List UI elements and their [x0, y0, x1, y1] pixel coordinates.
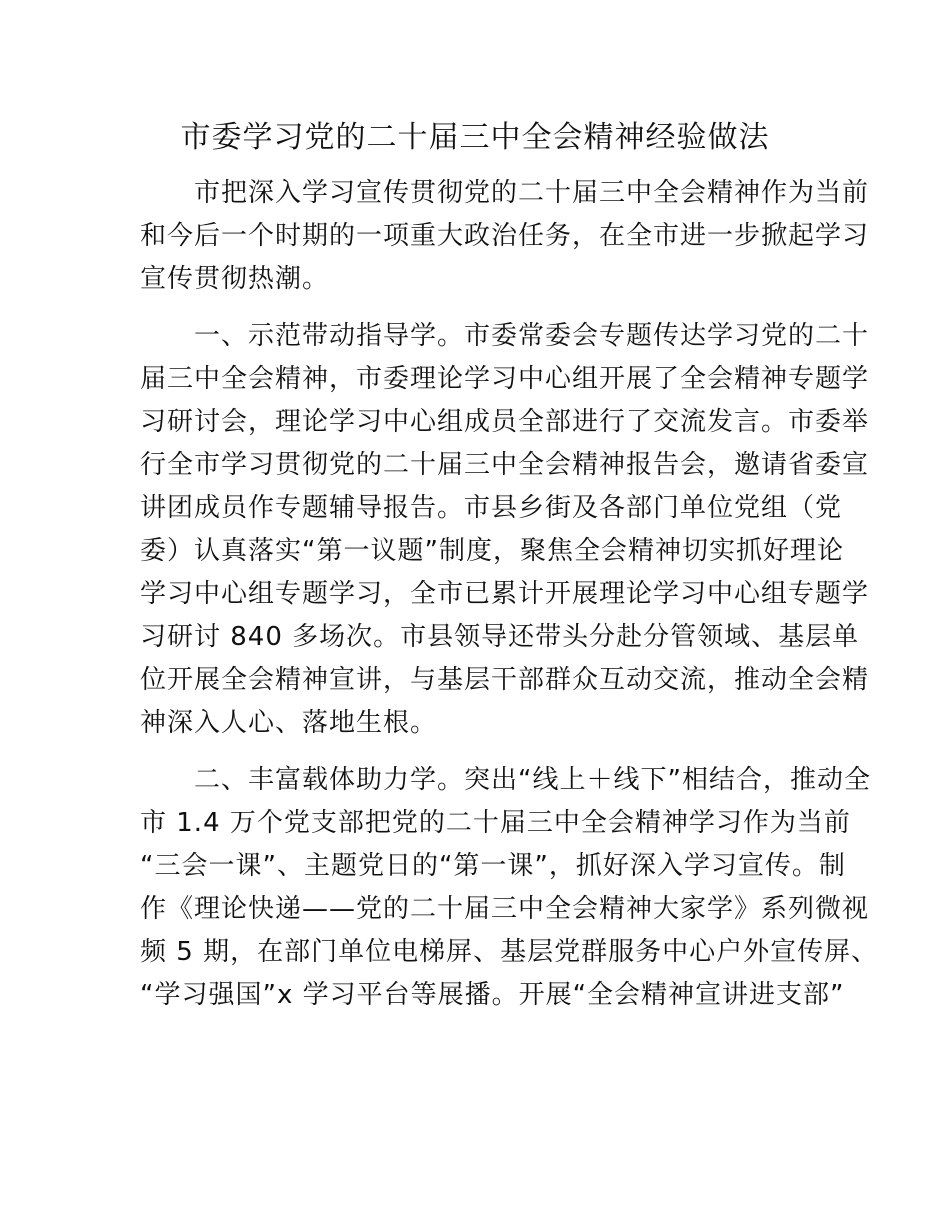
document-body	[140, 172, 879, 1031]
text-line: 习研讨 840 多场次。市县领导还带头分赴分管领域、基层单	[140, 622, 860, 652]
text-line: “三会一课”、主题党日的“第一课”，抓好深入学习宣传。制	[140, 851, 846, 881]
paragraph	[140, 172, 870, 301]
text-line: 神深入人心、落地生根。	[140, 708, 438, 738]
text-line: “学习强国”x 学习平台等展播。开展“全会精神宣讲进支部”	[140, 980, 845, 1010]
text-line: 行全市学习贯彻党的二十届三中全会精神报告会，邀请省委宣	[140, 450, 870, 480]
paragraph	[140, 759, 879, 1017]
text-line: 市把深入学习宣传贯彻党的二十届三中全会精神作为当前	[194, 178, 870, 208]
text-line: 市 1.4 万个党支部把党的二十届三中全会精神学习作为当前	[140, 808, 851, 838]
text-line: 位开展全会精神宣讲，与基层干部群众互动交流，推动全会精	[140, 665, 870, 695]
text-line: 讲团成员作专题辅导报告。市县乡街及各部门单位党组（党	[140, 493, 843, 523]
text-line: 宣传贯彻热潮。	[140, 264, 330, 294]
text-line: 一、示范带动指导学。市委常委会专题传达学习党的二十	[194, 321, 870, 351]
text-line: 学习中心组专题学习，全市已累计开展理论学习中心组专题学	[140, 579, 870, 609]
text-line: 作《理论快递——党的二十届三中全会精神大家学》系列微视	[140, 894, 870, 924]
text-line: 二、丰富载体助力学。突出“线上＋线下”相结合，推动全	[194, 765, 871, 795]
document-title: 市委学习党的二十届三中全会精神经验做法	[180, 120, 770, 155]
text-line: 和今后一个时期的一项重大政治任务，在全市进一步掀起学习	[140, 221, 870, 251]
paragraph	[140, 315, 870, 745]
text-line: 委）认真落实“第一议题”制度，聚焦全会精神切实抓好理论	[140, 536, 844, 566]
text-line: 习研讨会，理论学习中心组成员全部进行了交流发言。市委举	[140, 407, 870, 437]
text-line: 届三中全会精神，市委理论学习中心组开展了全会精神专题学	[140, 364, 870, 394]
text-line: 频 5 期，在部门单位电梯屏、基层党群服务中心户外宣传屏、	[140, 937, 879, 967]
